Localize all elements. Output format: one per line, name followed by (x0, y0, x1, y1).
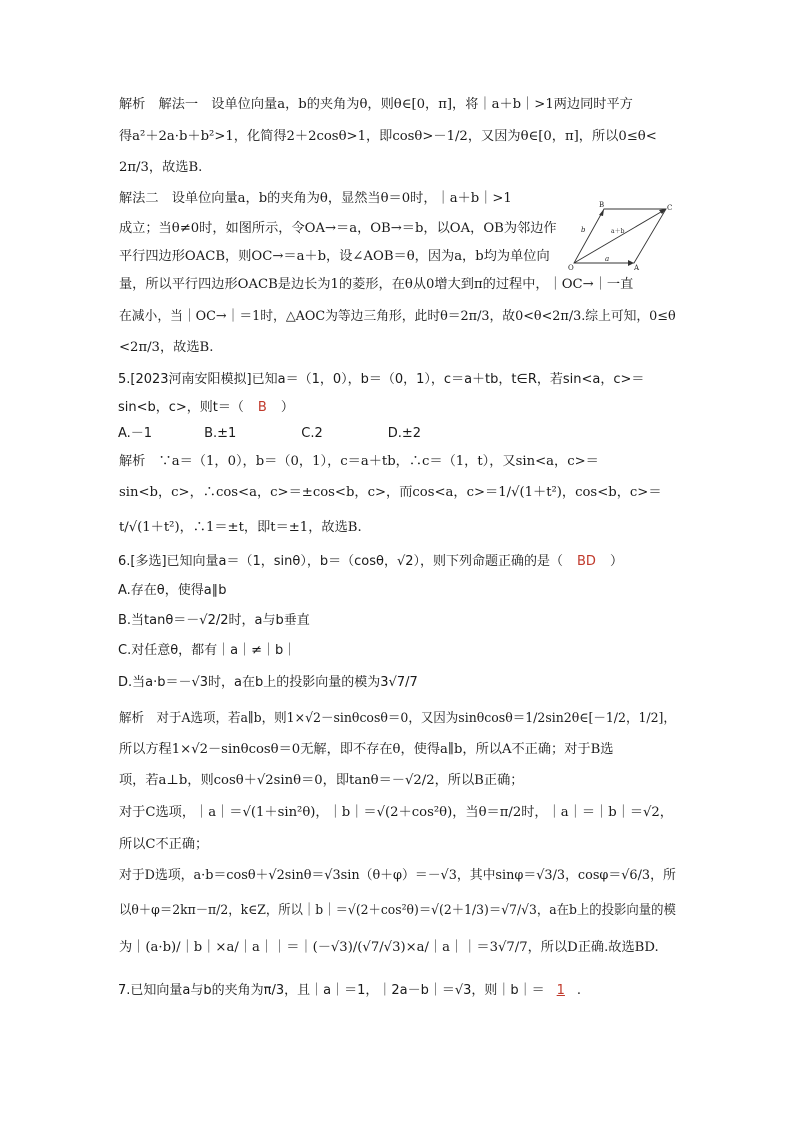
solution-q4-method2-line3: 平行四边形OACB，则OC→＝a＋b，设∠AOB＝θ，因为a，b均为单位向 (119, 249, 550, 264)
solution-q6-line7: 以θ＋φ＝2kπ－π/2，k∈Z，所以｜b｜＝√(2＋cos²θ)＝√(2＋1/3)＝√7/√3，a在b上的投影向量的模 (119, 903, 676, 918)
question-6-option-c: C.对任意θ，都有｜a｜≠｜b｜ (118, 643, 297, 658)
question-5-stem-line1: 5.[2023河南安阳模拟]已知a＝（1，0），b＝（0，1），c＝a＋tb，t∈R，若sin<a，c>＝ (118, 372, 645, 387)
question-6-option-b: B.当tanθ＝－√2/2时，a与b垂直 (118, 613, 310, 628)
label-a-side: a (605, 255, 610, 263)
question-6-stem-text: 6.[多选]已知向量a＝（1，sinθ），b＝（cosθ，√2），则下列命题正确的是（ (118, 554, 563, 569)
question-7-answer: 1 (556, 983, 565, 998)
solution-q6-line6: 对于D选项，a·b＝cosθ＋√2sinθ＝√3sin（θ＋φ）＝－√3，其中sinφ＝√3/3，cosφ＝√6/3，所 (119, 868, 676, 883)
question-5-stem-text: sin<b，c>，则t＝（ (118, 400, 244, 415)
solution-q5-line3: t/√(1＋t²)，∴1＝±t，即t＝±1，故选B. (119, 520, 362, 535)
question-7-stem-text: 7.已知向量a与b的夹角为π/3，且｜a｜＝1，｜2a－b｜＝√3，则｜b｜＝ (118, 983, 545, 998)
question-5-close: ） (280, 400, 294, 415)
solution-q4-method2-line4: 量，所以平行四边形OACB是边长为1的菱形，在θ从0增大到π的过程中，｜OC→｜一直 (119, 277, 634, 292)
question-5-stem-line2 (118, 399, 294, 417)
solution-q4-method1-line3: 2π/3，故选B. (119, 160, 203, 175)
question-6-option-a: A.存在θ，使得a∥b (118, 583, 227, 598)
solution-q6-line8: 为｜(a·b)/｜b｜×a/｜a｜｜＝｜(－√3)/(√7/√3)×a/｜a｜｜＝3√7/7，所以D正确.故选BD. (119, 940, 659, 955)
diagonal-oc (574, 209, 666, 263)
arrow-ob (599, 209, 604, 216)
solution-q6-line3: 项，若a⊥b，则cosθ＋√2sinθ＝0，即tanθ＝－√2/2，所以B正确； (119, 773, 524, 788)
label-b-vertex: B (599, 201, 605, 209)
solution-q4-method2-line2: 成立；当θ≠0时，如图所示，令OA→＝a，OB→＝b，以OA，OB为邻边作 (119, 221, 557, 236)
label-a-plus-b: a＋b (611, 228, 625, 235)
solution-q6-line4: 对于C选项，｜a｜＝√(1＋sin²θ)，｜b｜＝√(2＋cos²θ)，当θ＝π/2时，｜a｜＝｜b｜＝√2， (119, 805, 673, 820)
solution-q4-method1-line1: 解析 解法一 设单位向量a，b的夹角为θ，则θ∈[0，π]，将｜a＋b｜>1两边同时平方 (119, 97, 633, 112)
question-5-options: A.－1 B.±1 C.2 D.±2 (118, 426, 422, 441)
rhombus-figure (568, 199, 674, 271)
question-6-answer: BD (577, 554, 596, 569)
label-o-vertex: O (568, 264, 574, 271)
solution-q4-method2-line6: <2π/3，故选B. (119, 340, 214, 355)
label-a-vertex: A (634, 264, 640, 271)
question-7-end: . (576, 983, 582, 998)
question-7-stem (118, 982, 581, 1000)
label-c-vertex: C (667, 204, 673, 212)
solution-q6-line1: 解析 对于A选项，若a∥b，则1×√2－sinθcosθ＝0，又因为sinθcosθ＝1/2sin2θ∈[－1/2，1/2]， (119, 711, 676, 726)
solution-q5-line2: sin<b，c>，∴cos<a，c>＝±cos<b，c>，而cos<a，c>＝1/√(1＋t²)，cos<b，c>＝ (119, 485, 662, 500)
solution-q4-method2-line1: 解法二 设单位向量a，b的夹角为θ，显然当θ＝0时，｜a＋b｜>1 (119, 191, 512, 206)
question-6-stem (118, 553, 623, 571)
question-6-option-d: D.当a·b＝－√3时，a在b上的投影向量的模为3√7/7 (118, 675, 418, 690)
solution-q5-line1: 解析 ∵a＝（1，0），b＝（0，1），c＝a＋tb，∴c＝（1，t），又sin<a，c>＝ (119, 454, 599, 469)
solution-q4-method2-line5: 在减小，当｜OC→｜＝1时，△AOC为等边三角形，此时θ＝2π/3，故0<θ<2π/3.综上可知，0≤θ (119, 309, 676, 324)
label-b-side: b (581, 226, 586, 234)
question-5-answer: B (257, 400, 267, 415)
question-6-close: ） (609, 554, 623, 569)
solution-q6-line5: 所以C不正确； (119, 837, 209, 852)
solution-q6-line2: 所以方程1×√2－sinθcosθ＝0无解，即不存在θ，使得a∥b，所以A不正确；对于B选 (119, 742, 614, 757)
solution-q4-method1-line2: 得a²＋2a·b＋b²>1，化简得2＋2cosθ>1，即cosθ>－1/2，又因为θ∈[0，π]，所以0≤θ< (119, 129, 657, 144)
